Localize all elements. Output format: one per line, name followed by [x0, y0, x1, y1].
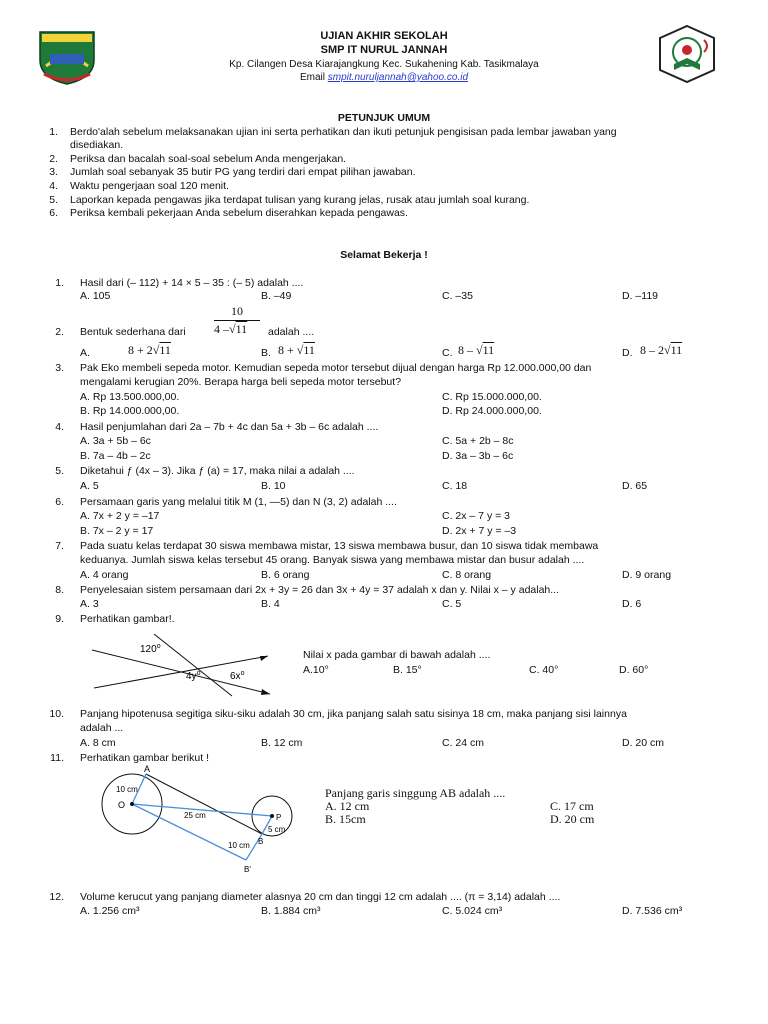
instruction-item: Waktu pengerjaan soal 120 menit. — [70, 180, 229, 192]
email-link[interactable]: smpit.nuruljannah@yahoo.co.id — [327, 72, 469, 83]
option-b[interactable]: B. 12 cm — [261, 737, 303, 749]
option-c[interactable]: C. 17 cm — [550, 799, 594, 813]
instruction-number: 2. — [49, 153, 58, 165]
option-b[interactable]: B. 10 — [261, 480, 286, 492]
question-subtext: Nilai x pada gambar di bawah adalah .... — [303, 649, 491, 661]
exam-title: UJIAN AKHIR SEKOLAH — [320, 30, 448, 42]
question-text: Perhatikan gambar!. — [80, 613, 175, 625]
option-d[interactable]: D. 20 cm — [550, 812, 595, 826]
question-number: 5. — [55, 465, 64, 477]
label-p: P — [276, 813, 282, 822]
question-number: 1. — [55, 277, 64, 289]
option-a[interactable]: A. 3 — [80, 598, 99, 610]
fraction-numerator: 10 — [231, 304, 243, 318]
question-text-line1: Pak Eko membeli sepeda motor. Kemudian sepeda motor tersebut dijual dengan harga Rp 12.000.000,00 dan — [80, 362, 592, 374]
option-b[interactable]: B. 6 orang — [261, 569, 310, 581]
fraction-denominator: 4 –√11 — [214, 322, 248, 336]
instruction-number: 3. — [49, 166, 58, 178]
option-a[interactable]: A. 8 cm — [80, 737, 116, 749]
instruction-item-cont: disediakan. — [70, 139, 124, 151]
question-text-line2: keduanya. Jumlah siswa kelas tersebut 45 orang. Banyak siswa yang membawa mistar dan busur adalah .... — [80, 554, 585, 566]
instructions-title: PETUNJUK UMUM — [337, 112, 431, 124]
question-subtext: Panjang garis singgung AB adalah .... — [325, 786, 506, 800]
question-text: Diketahui ƒ (4x – 3). Jika ƒ (a) = 17, maka nilai a adalah .... — [80, 465, 355, 477]
option-d[interactable]: D. 60° — [619, 664, 649, 676]
option-c[interactable]: C. 5a + 2b – 8c — [442, 435, 514, 447]
option-c[interactable]: C. –35 — [442, 290, 473, 302]
option-a[interactable]: A. 12 cm — [325, 799, 370, 813]
option-a[interactable]: A.10° — [303, 664, 329, 676]
option-c[interactable]: C. 8 orang — [442, 569, 492, 581]
question-number: 2. — [55, 326, 64, 338]
label-25cm: 25 cm — [184, 811, 206, 820]
option-b[interactable]: B. 15° — [393, 664, 422, 676]
label-10cm-a: 10 cm — [116, 785, 138, 794]
option-d-value[interactable]: 8 – 2√11 — [640, 343, 683, 357]
question-number: 6. — [55, 496, 64, 508]
question-text-line2: mengalami kerugian 20%. Berapa harga beli sepeda motor tersebut? — [80, 376, 402, 388]
option-b[interactable]: B. 7x – 2 y = 17 — [80, 525, 154, 537]
question-text: Bentuk sederhana dari — [80, 326, 186, 338]
tangent-figure — [100, 764, 310, 876]
option-d[interactable]: D. 20 cm — [622, 737, 665, 749]
option-d[interactable]: D. 9 orang — [622, 569, 672, 581]
option-d[interactable]: D. 2x + 7 y = –3 — [442, 525, 517, 537]
option-b-label[interactable]: B. — [261, 347, 271, 359]
point-o — [130, 802, 134, 806]
question-text-after: adalah .... — [268, 326, 315, 338]
question-text: Perhatikan gambar berikut ! — [80, 752, 209, 764]
option-b[interactable]: B. 4 — [261, 598, 280, 610]
option-b[interactable]: B. –49 — [261, 290, 292, 302]
point-p — [270, 814, 274, 818]
option-d[interactable]: D. Rp 24.000.000,00. — [442, 405, 542, 417]
option-a-label[interactable]: A. — [80, 347, 90, 359]
tangent-ab — [146, 774, 262, 834]
instruction-item: Periksa kembali pekerjaan Anda sebelum diserahkan kepada pengawas. — [70, 207, 408, 219]
instruction-item: Jumlah soal sebanyak 35 butir PG yang terdiri dari empat pilihan jawaban. — [70, 166, 416, 178]
option-c[interactable]: C. Rp 15.000.000,00. — [442, 391, 542, 403]
fraction-bar — [214, 320, 260, 321]
option-b[interactable]: B. 1.884 cm³ — [261, 905, 321, 917]
question-number: 10. — [49, 708, 64, 720]
label-120: 120$^o$ — [140, 643, 161, 655]
option-c[interactable]: C. 5.024 cm³ — [442, 905, 503, 917]
label-5cm: 5 cm — [268, 825, 286, 834]
label-b: B — [258, 837, 264, 846]
question-text: Hasil penjumlahan dari 2a – 7b + 4c dan 5a + 3b – 6c adalah .... — [80, 421, 379, 433]
instruction-item: Berdo'alah sebelum melaksanakan ujian ini serta perhatikan dan ikuti petunjuk pengisisan pada lembar jawaban yang — [70, 126, 617, 138]
question-text: Hasil dari (– 112) + 14 × 5 – 35 : (– 5) adalah .... — [80, 277, 304, 289]
option-c[interactable]: C. 2x – 7 y = 3 — [442, 510, 510, 522]
label-10cm-b: 10 cm — [228, 841, 250, 850]
question-text: Volume kerucut yang panjang diameter alasnya 20 cm dan tinggi 12 cm adalah .... (π = 3,14) adalah .... — [80, 891, 561, 903]
school-address: Kp. Cilangen Desa Kiarajangkung Kec. Sukahening Kab. Tasikmalaya — [229, 59, 539, 70]
instruction-number: 5. — [49, 194, 58, 206]
option-d[interactable]: D. 7.536 cm³ — [622, 905, 683, 917]
angle-figure — [84, 628, 284, 700]
option-a[interactable]: A. Rp 13.500.000,00. — [80, 391, 180, 403]
email-label: Email — [299, 72, 325, 83]
question-number: 7. — [55, 540, 64, 552]
arrow-head — [261, 689, 270, 695]
option-b[interactable]: B. Rp 14.000.000,00. — [80, 405, 180, 417]
option-d[interactable]: D. 6 — [622, 598, 642, 610]
instruction-item: Laporkan kepada pengawas jika terdapat tulisan yang kurang jelas, rusak atau jumlah soal kurang. — [70, 194, 530, 206]
email-line — [0, 72, 768, 83]
question-text-line1: Panjang hipotenusa segitiga siku-siku adalah 30 cm, jika panjang salah satu sisinya 18 cm, maka panjang sisi lainnya — [80, 708, 627, 720]
option-b-value[interactable]: 8 + √11 — [278, 343, 315, 357]
instruction-number: 4. — [49, 180, 58, 192]
option-c[interactable]: C. 5 — [442, 598, 462, 610]
instruction-number: 1. — [49, 126, 58, 138]
option-d[interactable]: D. 3a – 3b – 6c — [442, 450, 514, 462]
instruction-number: 6. — [49, 207, 58, 219]
option-b[interactable]: B. 15cm — [325, 812, 366, 826]
question-text: Penyelesaian sistem persamaan dari 2x + 3y = 26 dan 3x + 4y = 37 adalah x dan y. Nilai x – y adalah... — [80, 584, 560, 596]
school-name: SMP IT NURUL JANNAH — [320, 44, 448, 56]
option-c-value[interactable]: 8 – √11 — [458, 343, 495, 357]
option-a[interactable]: A. 7x + 2 y = –17 — [80, 510, 160, 522]
option-c[interactable]: C. 24 cm — [442, 737, 485, 749]
option-c-label[interactable]: C. — [442, 347, 453, 359]
question-text: Persamaan garis yang melalui titik M (1, —5) dan N (3, 2) adalah .... — [80, 496, 397, 508]
label-b-prime: B' — [244, 865, 251, 874]
option-c[interactable]: C. 18 — [442, 480, 468, 492]
question-number: 3. — [55, 362, 64, 374]
question-number: 9. — [55, 613, 64, 625]
question-text-line1: Pada suatu kelas terdapat 30 siswa membawa mistar, 13 siswa membawa busur, dan 10 siswa tidak membawa — [80, 540, 599, 552]
greeting: Selamat Bekerja ! — [340, 249, 428, 261]
label-4y: $4y^o$ — [186, 670, 201, 682]
option-a[interactable]: A. 1.256 cm³ — [80, 905, 140, 917]
option-a[interactable]: A. 4 orang — [80, 569, 129, 581]
question-number: 4. — [55, 421, 64, 433]
question-number: 11. — [50, 752, 64, 764]
question-text-line2: adalah ... — [80, 722, 124, 734]
option-a[interactable]: A. 3a + 5b – 6c — [80, 435, 151, 447]
option-a-value[interactable]: 8 + 2√11 — [128, 343, 171, 357]
option-a[interactable]: A. 105 — [80, 290, 111, 302]
label-6x: $6x^o$ — [230, 670, 245, 682]
label-a: A — [144, 764, 151, 774]
arrow-head — [260, 656, 268, 661]
option-d[interactable]: D. 65 — [622, 480, 648, 492]
question-number: 12. — [49, 891, 64, 903]
label-o: O — [118, 800, 126, 810]
option-b[interactable]: B. 7a – 4b – 2c — [80, 450, 151, 462]
question-number: 8. — [55, 584, 64, 596]
option-d[interactable]: D. –119 — [622, 290, 658, 302]
instruction-item: Periksa dan bacalah soal-soal sebelum Anda mengerjakan. — [70, 153, 347, 165]
option-c[interactable]: C. 40° — [529, 664, 559, 676]
option-d-label[interactable]: D. — [622, 347, 633, 359]
option-a[interactable]: A. 5 — [80, 480, 99, 492]
